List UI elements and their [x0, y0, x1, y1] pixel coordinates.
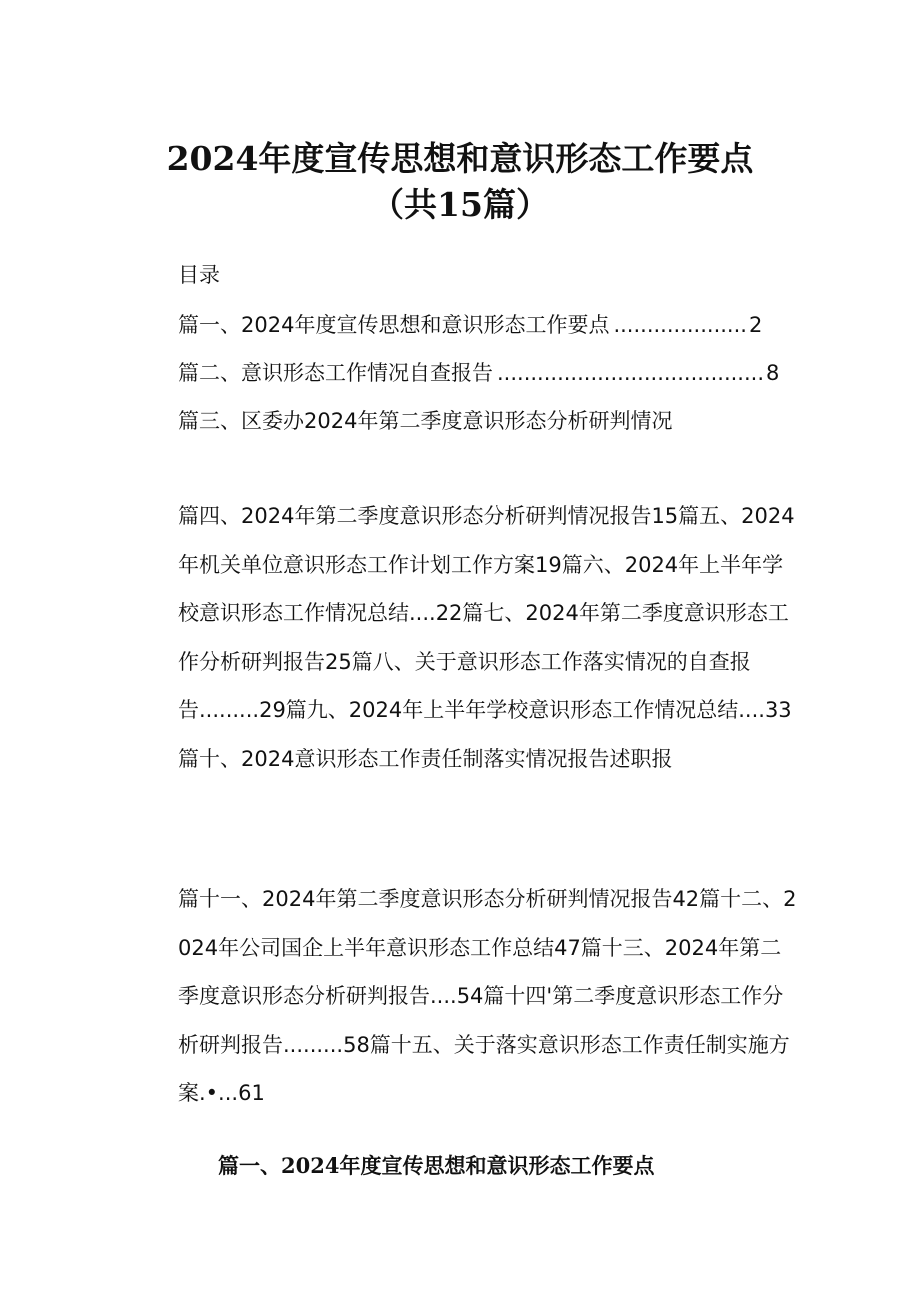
- toc-page-number: 2: [748, 313, 763, 337]
- document-title: 2024年度宣传思想和意识形态工作要点（共15篇）: [166, 139, 754, 224]
- toc-entry-3[interactable]: [178, 408, 678, 434]
- section-heading: [218, 1153, 654, 1179]
- toc-entry-2[interactable]: [178, 360, 779, 386]
- toc-entry-label: 篇二、意识形态工作情况自查报告: [178, 361, 493, 385]
- toc-paragraph-1: 篇四、2024年第二季度意识形态分析研判情况报告15篇五、2024年机关单位意识形态工作计划工作方案19篇六、2024年上半年学校意识形态工作情况总结....22篇七、2024年第二季度意识形态工作分析研判报告25篇八、关于意识形态工作落实情况的自查报告.........29篇九、2024年上半年学校意识形态工作情况总结....33篇十、2024意识形态工作责任制落实情况报告述职报: [178, 504, 795, 771]
- toc-leader-dots: ....................: [613, 313, 747, 337]
- section-heading-rest: 年度宣传思想和意识形态工作要点: [339, 1154, 655, 1178]
- toc-entry-1[interactable]: [178, 312, 762, 338]
- toc-paragraph-2: 篇十一、2024年第二季度意识形态分析研判情况报告42篇十二、2024年公司国企上半年意识形态工作总结47篇十三、2024年第二季度意识形态分析研判报告....54篇十四'第二季度意识形态工作分析研判报告.........58篇十五、关于落实意识形态工作责任制实施方案.•...61: [178, 887, 797, 1105]
- toc-page-number: 8: [766, 361, 780, 385]
- toc-heading: 目录: [178, 263, 220, 287]
- section-heading-year: 2024: [281, 1153, 340, 1178]
- toc-entry-label: 篇三、区委办2024年第二季度意识形态分析研判情况: [178, 409, 673, 433]
- section-heading-prefix: 篇一、: [218, 1154, 281, 1178]
- toc-leader-dots: ........................................: [497, 361, 765, 385]
- toc-entry-label: 篇一、2024年度宣传思想和意识形态工作要点: [178, 313, 610, 337]
